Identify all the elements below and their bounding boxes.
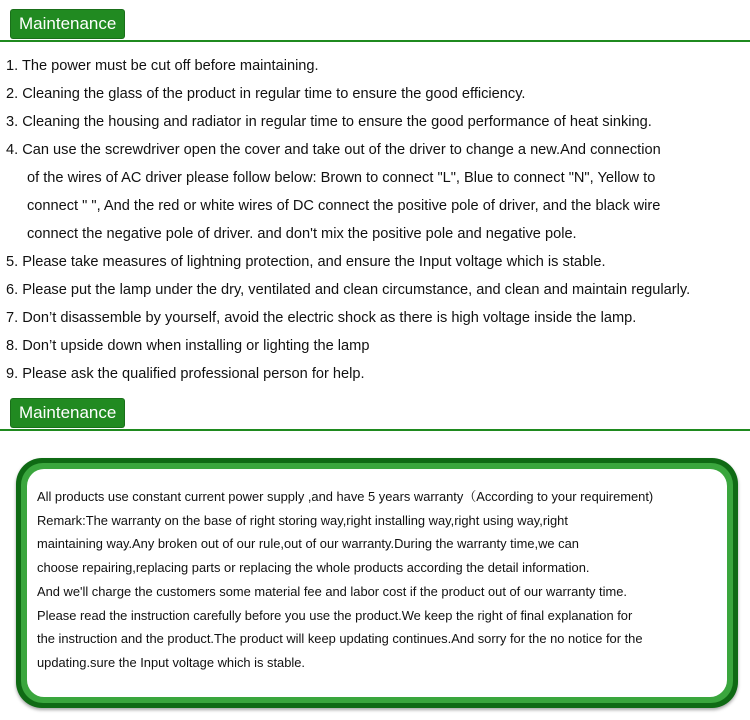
list-item-continuation: connect the negative pole of driver. and don't mix the positive pole and negative pole. — [27, 226, 577, 242]
section-header-warranty — [0, 399, 750, 431]
warranty-line: Remark:The warranty on the base of right storing way,right installing way,right using way,right — [37, 512, 568, 528]
warranty-line: updating.sure the Input voltage which is stable. — [37, 654, 306, 670]
list-item-text: 7. Don’t disassemble by yourself, avoid the electric shock as there is high voltage inside the lamp. — [6, 310, 637, 326]
maintenance-list — [6, 52, 750, 388]
list-item — [6, 136, 750, 248]
list-item-continuation: of the wires of AC driver please follow below: Brown to connect "L", Blue to connect "N", Yellow to — [27, 170, 656, 186]
warranty-line: And we'll charge the customers some material fee and labor cost if the product out of our warranty time. — [37, 583, 627, 599]
list-item — [6, 304, 750, 332]
list-item — [6, 276, 750, 304]
section-title-tab: Maintenance — [11, 399, 124, 427]
list-item-text: 8. Don’t upside down when installing or lighting the lamp — [6, 338, 370, 354]
list-item — [6, 332, 750, 360]
list-item-text: 2. Cleaning the glass of the product in regular time to ensure the good efficiency. — [6, 86, 526, 102]
list-item — [6, 80, 750, 108]
list-item-continuation: connect " ", And the red or white wires of DC connect the positive pole of driver, and the black wire — [27, 198, 661, 214]
section-divider — [0, 40, 750, 42]
list-item — [6, 248, 750, 276]
list-item-text: 9. Please ask the qualified professional person for help. — [6, 366, 365, 382]
list-item-text: 1. The power must be cut off before maintaining. — [6, 58, 319, 74]
list-item — [6, 108, 750, 136]
warranty-line: maintaining way.Any broken out of our rule,out of our warranty.During the warranty time,we can — [37, 536, 579, 552]
section-divider — [0, 429, 750, 431]
warranty-line: Please read the instruction carefully before you use the product.We keep the right of final explanation for — [37, 607, 633, 623]
list-item — [6, 360, 750, 388]
list-item-text: 4. Can use the screwdriver open the cover and take out of the driver to change a new.And connection — [6, 142, 661, 158]
warranty-line: the instruction and the product.The product will keep updating continues.And sorry for the no notice for the — [37, 631, 643, 647]
list-item-text: 3. Cleaning the housing and radiator in regular time to ensure the good performance of heat sinking. — [6, 114, 652, 130]
warranty-line: choose repairing,replacing parts or replacing the whole products according the detail information. — [37, 560, 590, 576]
section-title-tab: Maintenance — [11, 10, 124, 38]
section-header-maintenance — [0, 10, 750, 42]
list-item-text: 6. Please put the lamp under the dry, ventilated and clean circumstance, and clean and maintain regularly. — [6, 282, 691, 298]
warranty-line: All products use constant current power supply ,and have 5 years warranty（According to your requirement) — [37, 489, 654, 504]
list-item — [6, 52, 750, 80]
list-item-text: 5. Please take measures of lightning protection, and ensure the Input voltage which is stable. — [6, 254, 606, 270]
warranty-text — [37, 485, 737, 675]
